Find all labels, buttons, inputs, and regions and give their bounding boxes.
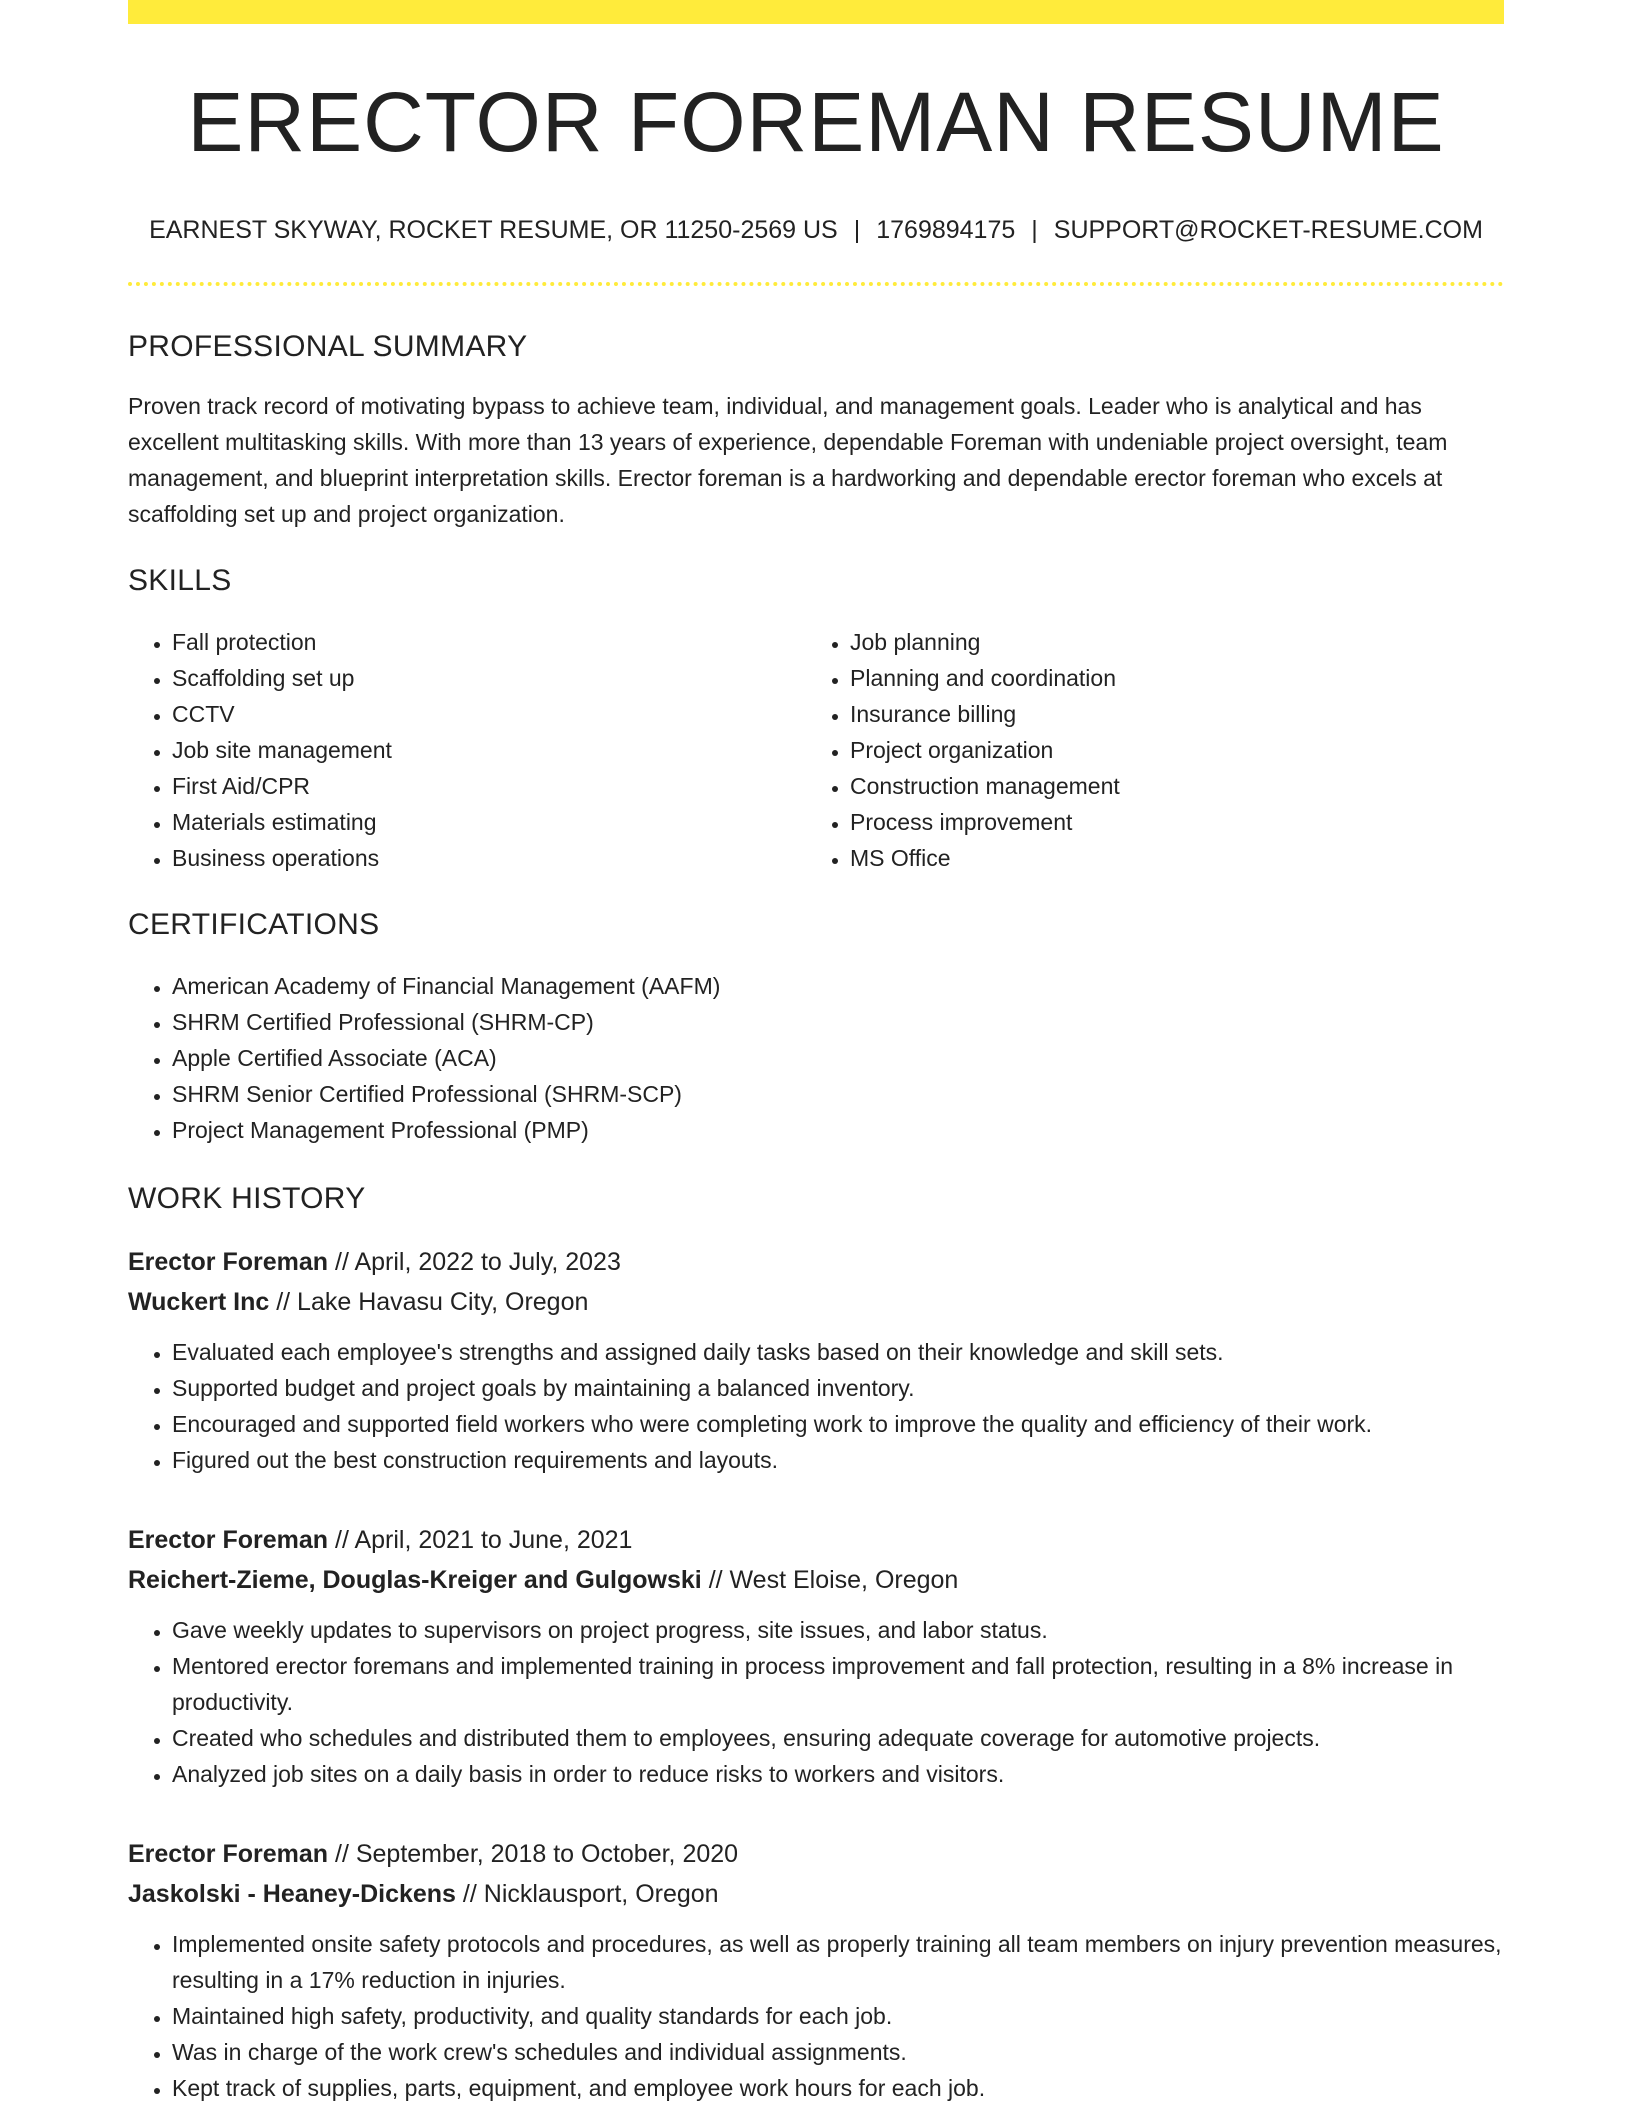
work-history-list xyxy=(128,1242,1504,2106)
job-title-line xyxy=(128,1242,1504,1282)
job-duty-item: • Was in charge of the work crew's schedules and individual assignments. xyxy=(172,2034,1504,2070)
accent-bar xyxy=(128,0,1504,24)
job-location: // Lake Havasu City, Oregon xyxy=(276,1288,589,1316)
skill-item: • Construction management xyxy=(850,768,1484,804)
job-company-line xyxy=(128,1282,1504,1322)
skill-item: • Materials estimating xyxy=(172,804,806,840)
certification-item: • SHRM Senior Certified Professional (SHRM-SCP) xyxy=(172,1076,1504,1112)
resume-title: ERECTOR FOREMAN RESUME xyxy=(187,75,1445,169)
job-title-line xyxy=(128,1520,1504,1560)
contact-separator: | xyxy=(1031,216,1038,244)
skills-columns xyxy=(128,624,1504,876)
skills-list-right xyxy=(806,624,1484,876)
job-location: // West Eloise, Oregon xyxy=(708,1566,959,1594)
skill-item: • Job planning xyxy=(850,624,1484,660)
job-duty-item: • Analyzed job sites on a daily basis in order to reduce risks to workers and visitors. xyxy=(172,1756,1504,1792)
skill-item: • Process improvement xyxy=(850,804,1484,840)
contact-separator: | xyxy=(853,216,861,244)
skill-item: • MS Office xyxy=(850,840,1484,876)
summary-text: Proven track record of motivating bypass to achieve team, individual, and management goals. Leader who is analytical and has excellent multitasking skills. With more than 13 years of experience, dependable Foreman with undeniable project oversight, team management, and blueprint interpretation skills. Erector foreman is a hardworking and dependable erector foreman who excels at scaffolding set up and project organization. xyxy=(128,393,1448,527)
skills-heading: SKILLS xyxy=(128,564,232,597)
dotted-divider xyxy=(128,282,1504,286)
job-title: Erector Foreman xyxy=(128,1248,329,1276)
skill-item: • Business operations xyxy=(172,840,806,876)
job-dates: // April, 2022 to July, 2023 xyxy=(335,1248,621,1276)
skill-item: • Insurance billing xyxy=(850,696,1484,732)
job-entry xyxy=(128,1242,1504,1478)
job-company-line xyxy=(128,1560,1504,1600)
certification-item: • Project Management Professional (PMP) xyxy=(172,1112,1504,1148)
skill-item: • First Aid/CPR xyxy=(172,768,806,804)
job-duty-item: • Maintained high safety, productivity, and quality standards for each job. xyxy=(172,1998,1504,2034)
job-duties-list xyxy=(128,1926,1504,2106)
job-duty-item: • Implemented onsite safety protocols and procedures, as well as properly training all team members on injury prevention measures, resulting in a 17% reduction in injuries. xyxy=(172,1926,1504,1998)
job-duty-item: • Kept track of supplies, parts, equipment, and employee work hours for each job. xyxy=(172,2070,1504,2106)
contact-address: EARNEST SKYWAY, ROCKET RESUME, OR 11250-2569 US xyxy=(149,216,838,244)
job-duty-item: • Mentored erector foremans and implemented training in process improvement and fall protection, resulting in a 8% increase in productivity. xyxy=(172,1648,1504,1720)
skill-item: • Planning and coordination xyxy=(850,660,1484,696)
job-duty-item: • Supported budget and project goals by maintaining a balanced inventory. xyxy=(172,1370,1504,1406)
summary-heading: PROFESSIONAL SUMMARY xyxy=(128,330,528,363)
skill-item: • Fall protection xyxy=(172,624,806,660)
skill-item: • Project organization xyxy=(850,732,1484,768)
job-company: Wuckert Inc xyxy=(128,1288,270,1316)
skill-item: • Job site management xyxy=(172,732,806,768)
job-dates: // April, 2021 to June, 2021 xyxy=(335,1526,633,1554)
certification-item: • SHRM Certified Professional (SHRM-CP) xyxy=(172,1004,1504,1040)
job-title: Erector Foreman xyxy=(128,1840,329,1868)
job-duty-item: • Evaluated each employee's strengths and assigned daily tasks based on their knowledge and skill sets. xyxy=(172,1334,1504,1370)
job-dates: // September, 2018 to October, 2020 xyxy=(335,1840,739,1868)
skills-list-left xyxy=(128,624,806,876)
job-company: Jaskolski - Heaney-Dickens xyxy=(128,1880,456,1908)
contact-phone: 1769894175 xyxy=(876,216,1016,244)
contact-email[interactable]: SUPPORT@ROCKET-RESUME.COM xyxy=(1053,216,1483,244)
job-company: Reichert-Zieme, Douglas-Kreiger and Gulgowski xyxy=(128,1566,702,1594)
job-duty-item: • Encouraged and supported field workers who were completing work to improve the quality and efficiency of their work. xyxy=(172,1406,1504,1442)
certification-item: • Apple Certified Associate (ACA) xyxy=(172,1040,1504,1076)
job-company-line xyxy=(128,1874,1504,1914)
job-title: Erector Foreman xyxy=(128,1526,329,1554)
job-duties-list xyxy=(128,1334,1504,1478)
certifications-heading: CERTIFICATIONS xyxy=(128,908,380,941)
job-entry xyxy=(128,1520,1504,1792)
job-duty-item: • Created who schedules and distributed them to employees, ensuring adequate coverage for automotive projects. xyxy=(172,1720,1504,1756)
contact-line xyxy=(128,218,1504,243)
job-title-line xyxy=(128,1834,1504,1874)
job-duties-list xyxy=(128,1612,1504,1792)
certifications-list xyxy=(128,968,1504,1148)
certification-item: • American Academy of Financial Management (AAFM) xyxy=(172,968,1504,1004)
skill-item: • Scaffolding set up xyxy=(172,660,806,696)
job-duty-item: • Gave weekly updates to supervisors on project progress, site issues, and labor status. xyxy=(172,1612,1504,1648)
skill-item: • CCTV xyxy=(172,696,806,732)
work-history-heading: WORK HISTORY xyxy=(128,1182,366,1215)
resume-page xyxy=(128,0,1504,2106)
job-duty-item: • Figured out the best construction requirements and layouts. xyxy=(172,1442,1504,1478)
job-location: // Nicklausport, Oregon xyxy=(462,1880,719,1908)
job-entry xyxy=(128,1834,1504,2106)
